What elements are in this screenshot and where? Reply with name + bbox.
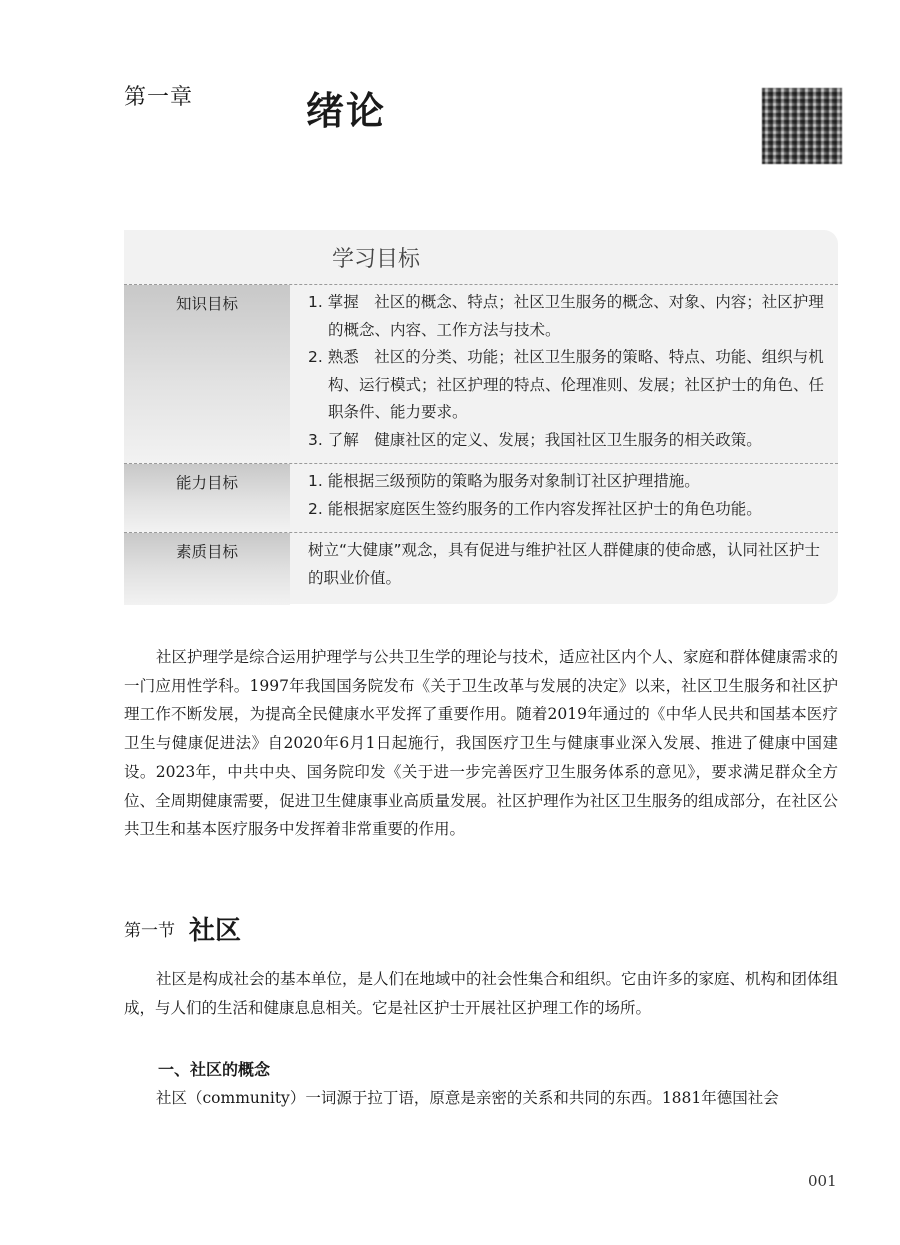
subsection-heading: 一、社区的概念 — [158, 1060, 271, 1079]
section-title: 社区 — [189, 916, 242, 946]
goal-row-knowledge — [124, 285, 838, 464]
learning-goals-title: 学习目标 — [332, 247, 421, 272]
goal-content-knowledge — [290, 285, 838, 463]
goal-item: 3. 了解 健康社区的定义、发展；我国社区卫生服务的相关政策。 — [308, 430, 762, 449]
goal-row-ability — [124, 464, 838, 533]
subsection-paragraph: 社区（community）一词源于拉丁语，原意是亲密的关系和共同的东西。1881年德国社会 — [156, 1089, 779, 1107]
goal-content-quality — [290, 533, 838, 605]
chapter-title: 绪论 — [306, 89, 387, 133]
goal-item: 2. 能根据家庭医生签约服务的工作内容发挥社区护士的角色功能。 — [308, 499, 762, 518]
chapter-label: 第一章 — [124, 85, 194, 110]
page-number: 001 — [808, 1172, 837, 1190]
goal-item: 1. 能根据三级预防的策略为服务对象制订社区护理措施。 — [308, 472, 700, 490]
goal-item: 1. 掌握 社区的概念、特点；社区卫生服务的概念、对象、内容；社区护理的概念、内容、工作方法与技术。 — [308, 293, 824, 339]
qr-code-icon[interactable] — [762, 88, 842, 164]
section-label: 第一节 — [124, 921, 175, 941]
goal-label-quality: 素质目标 — [124, 533, 290, 605]
learning-goals-header — [124, 230, 838, 285]
goal-item: 2. 熟悉 社区的分类、功能；社区卫生服务的策略、特点、功能、组织与机构、运行模式；社区护理的特点、伦理准则、发展；社区护士的角色、任职条件、能力要求。 — [308, 348, 825, 421]
goal-label-ability: 能力目标 — [124, 464, 290, 532]
learning-goals-box — [124, 230, 838, 604]
section-heading — [124, 910, 241, 947]
goal-label-knowledge: 知识目标 — [124, 285, 290, 463]
goal-content-ability — [290, 464, 838, 532]
intro-paragraph: 社区护理学是综合运用护理学与公共卫生学的理论与技术，适应社区内个人、家庭和群体健康需求的一门应用性学科。1997年我国国务院发布《关于卫生改革与发展的决定》以来，社区卫生服务和社区护理工作不断发展，为提高全民健康水平发挥了重要作用。随着2019年通过的《中华人民共和国基本医疗卫生与健康促进法》自2020年6月1日起施行，我国医疗卫生与健康事业深入发展、推进了健康中国建设。2023年，中共中央、国务院印发《关于进一步完善医疗卫生服务体系的意见》，要求满足群众全方位、全周期健康需要，促进卫生健康事业高质量发展。社区护理作为社区卫生服务的组成部分，在社区公共卫生和基本医疗服务中发挥着非常重要的作用。 — [124, 648, 839, 839]
goal-item: 树立“大健康”观念，具有促进与维护社区人群健康的使命感，认同社区护士的职业价值。 — [308, 541, 821, 587]
section-paragraph: 社区是构成社会的基本单位，是人们在地域中的社会性集合和组织。它由许多的家庭、机构和团体组成，与人们的生活和健康息息相关。它是社区护士开展社区护理工作的场所。 — [124, 970, 839, 1017]
goal-row-quality — [124, 533, 838, 605]
